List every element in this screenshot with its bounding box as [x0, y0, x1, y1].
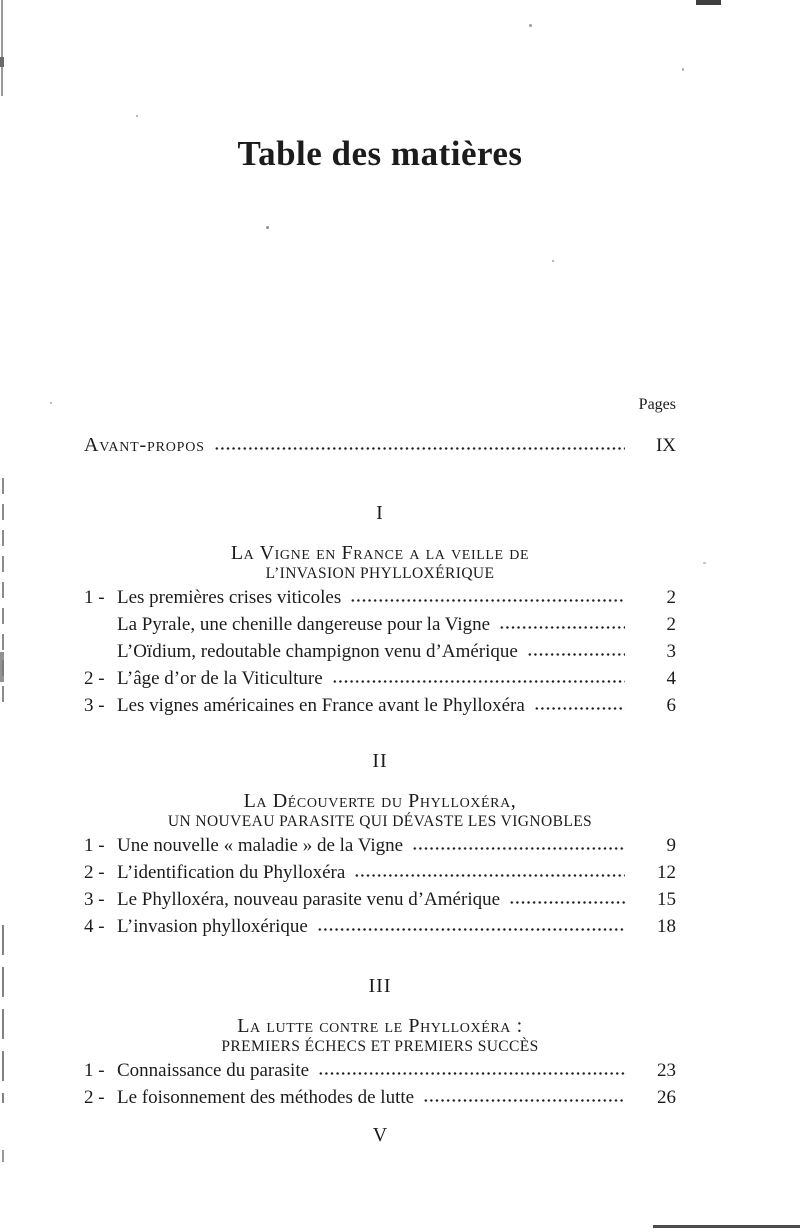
- dotted-leader: [423, 1098, 625, 1103]
- toc-entry: [84, 668, 676, 695]
- folio-page-number: V: [372, 1124, 388, 1146]
- toc-section-III: [84, 975, 676, 1114]
- toc-entry: [84, 916, 676, 943]
- toc-entry-label: Le foisonnement des méthodes de lutte: [117, 1087, 415, 1108]
- toc-entry-number: 2 -: [84, 668, 105, 689]
- toc-entry-label: Une nouvelle « maladie » de la Vigne: [117, 835, 404, 856]
- toc-entry-page: 2: [666, 587, 676, 608]
- toc-entry-label: Avant-propos: [84, 434, 205, 456]
- toc-entry-number: 2 -: [84, 1087, 105, 1108]
- toc-entry-number: 1 -: [84, 835, 105, 856]
- dotted-leader: [527, 652, 625, 657]
- toc-entry-label: Le Phylloxéra, nouveau parasite venu d’Amérique: [117, 889, 501, 910]
- toc-entry-page: 12: [657, 862, 676, 883]
- toc-entry-label: Connaissance du parasite: [117, 1060, 310, 1081]
- toc-entry-number: 4 -: [84, 916, 105, 937]
- toc-entry-page: 4: [666, 668, 676, 689]
- toc-entry-number: 2 -: [84, 862, 105, 883]
- dotted-leader: [509, 900, 625, 905]
- dotted-leader: [412, 846, 625, 851]
- toc-entry-page: 15: [657, 889, 676, 910]
- section-heading-line2: PREMIERS ÉCHECS ET PREMIERS SUCCÈS: [221, 1038, 539, 1055]
- section-heading-line2: L’INVASION PHYLLOXÉRIQUE: [265, 565, 495, 582]
- toc-section-II: [84, 750, 676, 943]
- toc-entry-number: 1 -: [84, 587, 105, 608]
- section-numeral: I: [376, 502, 384, 524]
- toc-entry-page: 18: [657, 916, 676, 937]
- toc-entry-number: 3 -: [84, 695, 105, 716]
- dotted-leader: [317, 927, 625, 932]
- dotted-leader: [354, 873, 625, 878]
- toc-entry-page: 6: [666, 695, 676, 716]
- toc-section-I: [84, 502, 676, 722]
- toc-entry-page: 23: [657, 1060, 676, 1081]
- toc-entry-label: Les premières crises viticoles: [117, 587, 342, 608]
- section-heading-line1: La Vigne en France a la veille de: [230, 542, 530, 564]
- toc-entry: [84, 641, 676, 668]
- section-heading-line2: UN NOUVEAU PARASITE QUI DÉVASTE LES VIGNOBLES: [167, 813, 593, 830]
- toc-entry: [84, 889, 676, 916]
- dotted-leader: [350, 598, 625, 603]
- dotted-leader: [318, 1071, 625, 1076]
- toc-entry-number: 3 -: [84, 889, 105, 910]
- toc-entry-page: IX: [655, 435, 676, 456]
- section-numeral: III: [368, 975, 392, 997]
- dotted-leader: [534, 706, 625, 711]
- dotted-leader: [332, 679, 625, 684]
- toc-entry-page: 3: [666, 641, 676, 662]
- toc-entry: [84, 1060, 676, 1087]
- toc-entry-label: Les vignes américaines en France avant le Phylloxéra: [117, 695, 525, 716]
- page-title: Table des matières: [237, 134, 523, 173]
- toc-entry-number: 1 -: [84, 1060, 105, 1081]
- section-heading-line1: La Découverte du Phylloxéra,: [243, 790, 517, 812]
- toc-entry-label: L’âge d’or de la Viticulture: [117, 668, 323, 689]
- pages-column-label: Pages: [638, 396, 676, 413]
- toc-entry: [84, 862, 676, 889]
- toc-entry-label: La Pyrale, une chenille dangereuse pour la Vigne: [117, 614, 491, 635]
- toc-entry-page: 9: [666, 835, 676, 856]
- toc-entry-label: L’invasion phylloxérique: [117, 916, 308, 937]
- toc-entry-label: L’identification du Phylloxéra: [117, 862, 346, 883]
- toc-entry: [84, 587, 676, 614]
- section-heading-line1: La lutte contre le Phylloxéra :: [237, 1015, 523, 1037]
- toc-entry-page: 2: [666, 614, 676, 635]
- toc-entry-label: L’Oïdium, redoutable champignon venu d’Amérique: [117, 641, 518, 662]
- toc-entry-page: 26: [657, 1087, 676, 1108]
- toc-entry: [84, 695, 676, 722]
- dotted-leader: [499, 625, 625, 630]
- toc-entry: [84, 835, 676, 862]
- section-numeral: II: [372, 750, 388, 772]
- toc-entry: [84, 614, 676, 641]
- toc-entry: [84, 1087, 676, 1114]
